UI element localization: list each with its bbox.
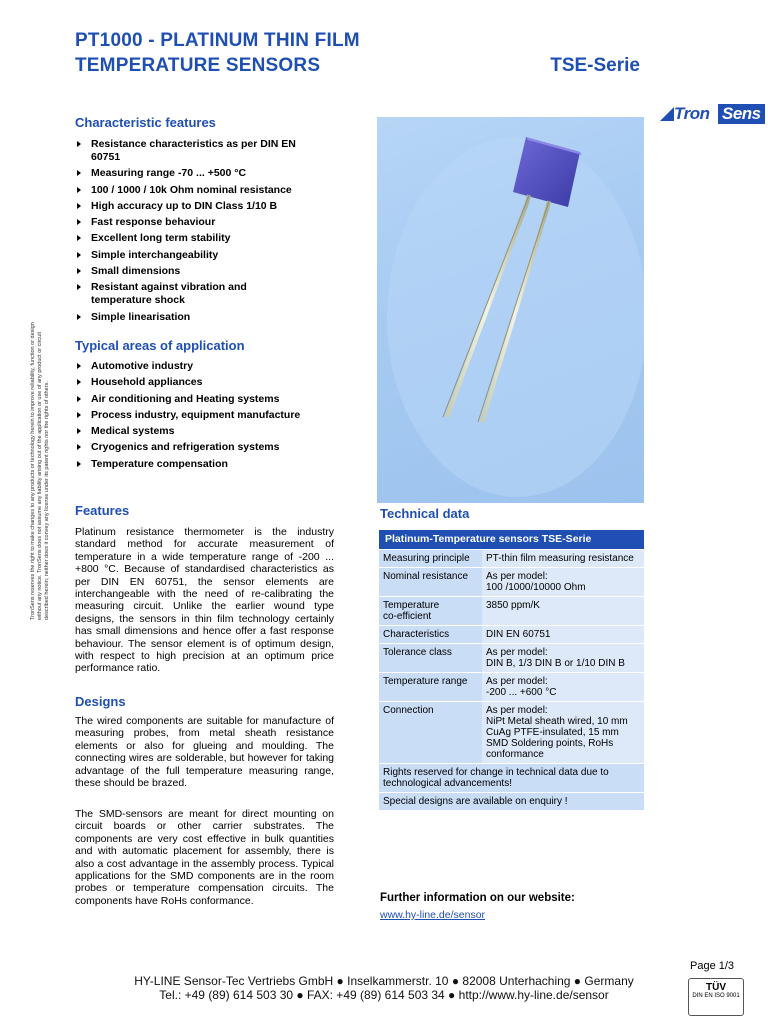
features-text: Platinum resistance thermometer is the industry standard method for accurate measurement of temperature in a wide temperature range of -200 ... +800 °C. Because of standardised characteristics as per DIN EN 60751, the sensor elements are interchangeable with the need of re-calibrating the measuring circuit. Unlike the earlier wound type designs, the sensors in thin film technology certainly has small dimensions and hence offer a fast response behaviour. The sensor element is of optimum design, with respect to high precision at an optimum price performance ratio. [75,526,334,675]
table-cell-label: Measuring principle [379,550,482,568]
list-item: Resistance characteristics as per DIN EN 60751 [74,138,306,164]
table-cell-value: As per model: -200 ... +600 °C [482,673,644,702]
sensor-illustration [377,117,644,503]
logo-mark-icon [660,107,674,121]
table-cell-label: Connection [379,702,482,764]
title-line-1: PT1000 - PLATINUM THIN FILM [75,30,360,51]
technical-data-heading: Technical data [380,506,470,521]
page-number: Page 1/3 [690,960,735,972]
tuv-certification-badge [688,978,744,1016]
disclaimer-vertical-text: TronSens reserves the right to make changes to any products or technology herein to improve reliability, function or design without any notice. TronSens does not assume any liability arising out of the application or use of any product or circuit described herein; neither does it convey any license under its patent rights nor the rights of others. [30,322,50,620]
table-note: Special designs are available on enquiry ! [379,793,644,811]
list-item: 100 / 1000 / 10k Ohm nominal resistance [74,184,306,197]
list-item: Simple interchangeability [74,249,306,262]
table-cell-label: Temperature range [379,673,482,702]
table-note-row [379,764,644,793]
list-item: Simple linearisation [74,311,306,324]
characteristic-features-list [74,138,306,327]
table-note-row [379,793,644,811]
table-row [379,597,644,626]
table-row [379,568,644,597]
table-header-row [379,530,644,550]
table-cell-value: PT-thin film measuring resistance [482,550,644,568]
table-cell-value: As per model: DIN B, 1/3 DIN B or 1/10 DIN B [482,644,644,673]
table-note: Rights reserved for change in technical data due to technological advancements! [379,764,644,793]
list-item: Medical systems [74,425,344,438]
footer-contact: Tel.: +49 (89) 614 503 30 ● FAX: +49 (89) 614 503 34 ● http://www.hy-line.de/sensor [159,988,609,1002]
table-row [379,550,644,568]
designs-heading: Designs [75,694,126,709]
table-cell-value: As per model: NiPt Metal sheath wired, 10 mm CuAg PTFE-insulated, 15 mm SMD Soldering points, RoHs conformance [482,702,644,764]
list-item: Excellent long term stability [74,232,306,245]
list-item: Fast response behaviour [74,216,306,229]
logo-text-sens: Sens [718,104,765,124]
table-row [379,644,644,673]
applications-heading: Typical areas of application [75,338,245,353]
list-item: Cryogenics and refrigeration systems [74,441,344,454]
tuv-mark: TÜV [706,982,726,993]
table-row [379,702,644,764]
list-item: Process industry, equipment manufacture [74,409,344,422]
tuv-cert-text: DIN EN ISO 9001 [692,993,740,999]
list-item: Air conditioning and Heating systems [74,393,344,406]
table-cell-label: Temperature co-efficient [379,597,482,626]
website-link[interactable]: www.hy-line.de/sensor [380,909,486,921]
title-line-2: TEMPERATURE SENSORS [75,55,321,76]
footer-address: HY-LINE Sensor-Tec Vertriebs GmbH ● Inselkammerstr. 10 ● 82008 Unterhaching ● Germany [134,974,634,988]
table-cell-label: Nominal resistance [379,568,482,597]
applications-list [74,360,344,474]
table-cell-label: Characteristics [379,626,482,644]
table-title: Platinum-Temperature sensors TSE-Serie [379,530,644,550]
sensor-photo [377,117,644,503]
further-info-label: Further information on our website: [380,892,575,904]
features-heading: Features [75,503,130,518]
table-cell-value: DIN EN 60751 [482,626,644,644]
list-item: Measuring range -70 ... +500 °C [74,167,306,180]
table-row [379,626,644,644]
table-cell-value: As per model: 100 /1000/10000 Ohm [482,568,644,597]
table-cell-value: 3850 ppm/K [482,597,644,626]
characteristic-features-heading: Characteristic features [75,115,216,130]
technical-data-table [379,530,644,811]
list-item: Automotive industry [74,360,344,373]
tronsens-logo [660,104,768,126]
list-item: Temperature compensation [74,458,344,471]
designs-text-wired: The wired components are suitable for manufacture of measuring probes, from metal sheath resistance elements or also for glueing and moulding. The connecting wires are solderable, but however for taking advantage of the full temperature measuring range, these should be brazed. [75,715,334,790]
list-item: High accuracy up to DIN Class 1/10 B [74,200,306,213]
list-item: Resistant against vibration and temperature shock [74,281,306,307]
list-item: Small dimensions [74,265,306,278]
list-item: Household appliances [74,376,344,389]
logo-text-tron: Tron [674,104,710,123]
designs-text-smd: The SMD-sensors are meant for direct mounting on circuit boards or other carrier substrates. The components are very cost effective in bulk quantities and with automatic placement for assembly, there is also a cost advantage in the assembly process. Typical applications for the SMD components are in the room probes or temperature compensation circuits. The components have RoHs conformance. [75,808,334,907]
series-label: TSE-Serie [550,55,640,76]
table-cell-label: Tolerance class [379,644,482,673]
table-row [379,673,644,702]
